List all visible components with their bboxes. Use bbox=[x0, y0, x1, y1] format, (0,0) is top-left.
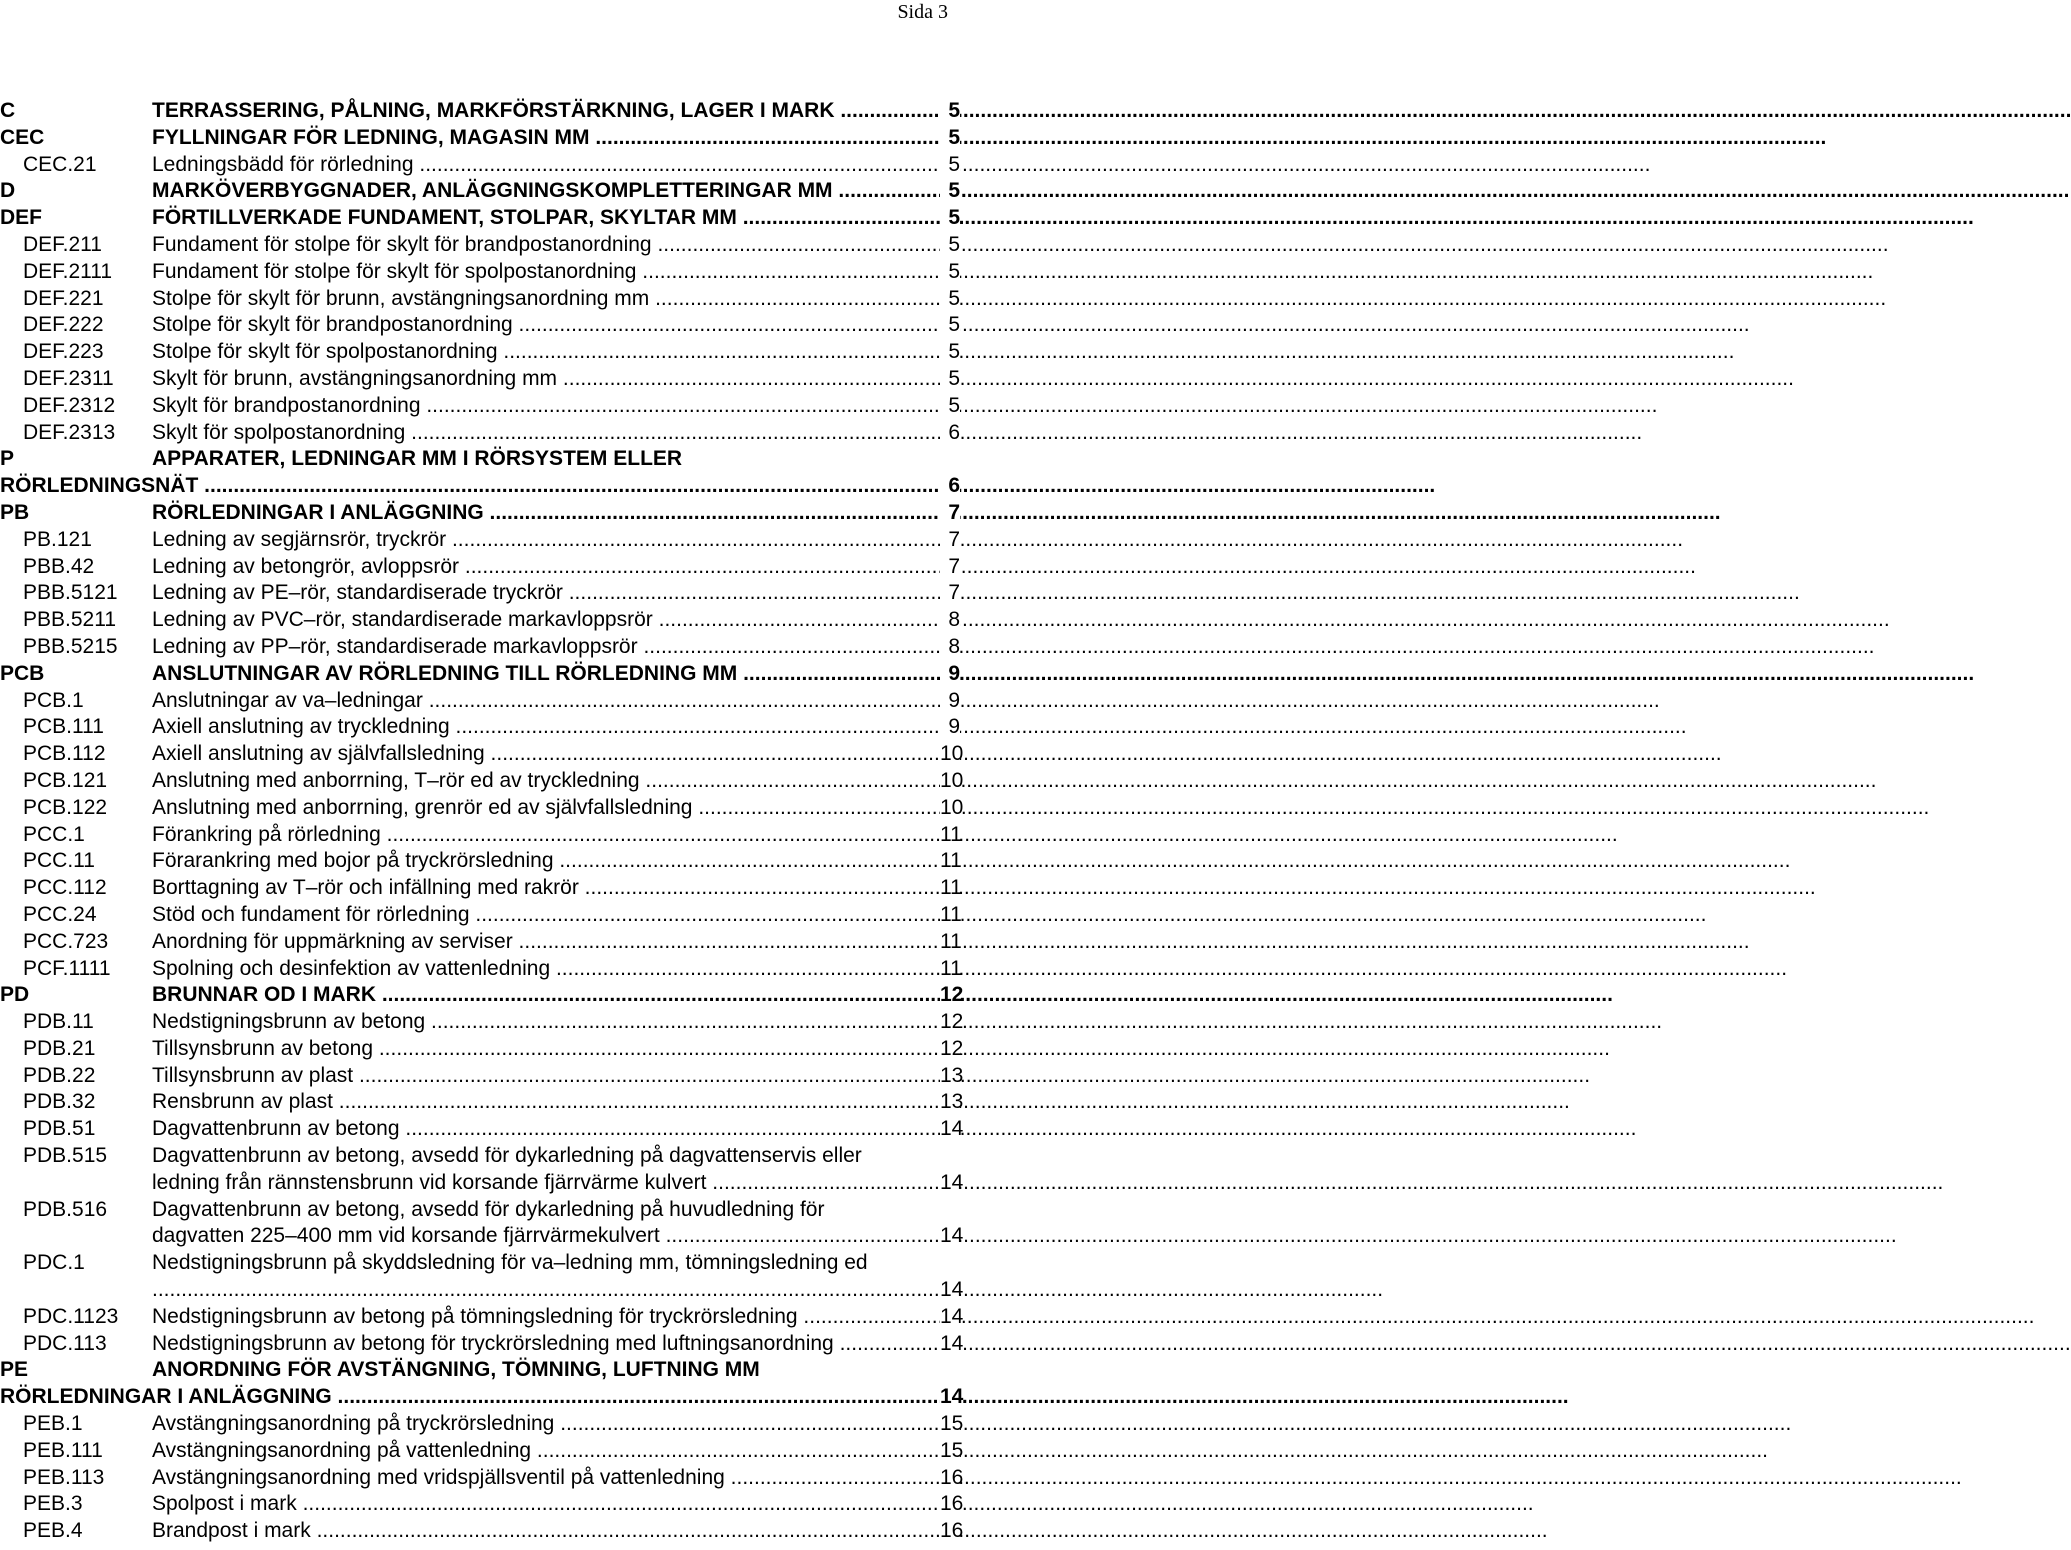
toc-entry-page-number: 5 bbox=[940, 152, 960, 179]
toc-entry-code: PBB.5215 bbox=[23, 634, 118, 658]
toc-entry-code: PB bbox=[0, 500, 30, 524]
toc-entry-code: PEB.3 bbox=[23, 1492, 83, 1516]
toc-entry-title-continued: RÖRLEDNINGSNÄT ..... bbox=[0, 473, 940, 500]
toc-entry-title: Fundament för stolpe för skylt för spolpostanordning ..... bbox=[152, 259, 940, 286]
toc-entry-title: Borttagning av T–rör och infällning med rakrör ..... bbox=[152, 875, 940, 902]
toc-entry-code: DEF.2311 bbox=[23, 366, 114, 390]
toc-entry-title: Ledning av PE–rör, standardiserade tryckrör ..... bbox=[152, 580, 940, 607]
toc-entry-title: Anslutningar av va–ledningar ..... bbox=[152, 688, 940, 715]
toc-entry-page-number: 5 bbox=[940, 98, 960, 125]
toc-entry[interactable] bbox=[0, 1197, 964, 1251]
toc-entry-code: PEB.4 bbox=[23, 1519, 83, 1543]
toc-entry[interactable] bbox=[0, 178, 960, 205]
toc-entry[interactable] bbox=[0, 634, 960, 661]
toc-entry-code: PCF.1111 bbox=[23, 956, 111, 980]
toc-entry[interactable] bbox=[0, 339, 960, 366]
toc-entry-title: Ledningsbädd för rörledning ..... bbox=[152, 152, 940, 179]
toc-entry-code: PDB.22 bbox=[23, 1063, 96, 1087]
toc-entry-code: PDC.1 bbox=[23, 1251, 85, 1275]
toc-entry-page-number: 7 bbox=[940, 500, 960, 527]
toc-entry-page-number: 11 bbox=[940, 929, 960, 956]
toc-entry-code: PDC.1123 bbox=[23, 1304, 119, 1328]
toc-entry-title: Ledning av segjärnsrör, tryckrör ..... bbox=[152, 527, 940, 554]
toc-entry-page-number: 10 bbox=[940, 768, 960, 795]
toc-entry[interactable] bbox=[0, 500, 960, 527]
toc-entry-title: ANSLUTNINGAR AV RÖRLEDNING TILL RÖRLEDNING MM ..... bbox=[152, 661, 940, 688]
toc-entry-page-number: 5 bbox=[940, 339, 960, 366]
toc-entry-code: DEF.223 bbox=[23, 340, 104, 364]
toc-entry-page-number: 7 bbox=[940, 527, 960, 554]
toc-entry-code: DEF bbox=[0, 206, 42, 230]
toc-entry-page-number: 12 bbox=[940, 982, 960, 1009]
toc-entry-title: Nedstigningsbrunn av betong ..... bbox=[152, 1009, 940, 1036]
toc-entry-title: Axiell anslutning av tryckledning ..... bbox=[152, 714, 940, 741]
toc-entry-code: CEC bbox=[0, 125, 45, 149]
toc-entry-code: PD bbox=[0, 983, 30, 1007]
toc-entry-page-number: 14 bbox=[940, 1277, 960, 1304]
toc-entry-title-continued: dagvatten 225–400 mm vid korsande fjärrvärmekulvert ..... bbox=[152, 1223, 940, 1250]
toc-entry-page-number: 5 bbox=[940, 312, 960, 339]
toc-entry-page-number: 14 bbox=[940, 1223, 960, 1250]
toc-entry-page-number: 11 bbox=[940, 902, 960, 929]
toc-entry-title-continued: RÖRLEDNINGAR I ANLÄGGNING ..... bbox=[0, 1384, 940, 1411]
toc-entry[interactable] bbox=[0, 982, 964, 1009]
toc-entry-page-number: 14 bbox=[940, 1331, 960, 1358]
toc-entry-page-number: 5 bbox=[940, 125, 960, 152]
toc-entry-title: Dagvattenbrunn av betong, avsedd för dykarledning på huvudledning för bbox=[152, 1197, 825, 1221]
toc-entry-title: Förankring på rörledning ..... bbox=[152, 822, 940, 849]
toc-entry[interactable] bbox=[0, 1357, 964, 1411]
toc-entry-page-number: 7 bbox=[940, 580, 960, 607]
toc-entry-code: PEB.111 bbox=[23, 1438, 103, 1462]
toc-entry-page-number: 5 bbox=[940, 178, 960, 205]
toc-entry-title: Nedstigningsbrunn på skyddsledning för va–ledning mm, tömningsledning ed bbox=[152, 1251, 868, 1275]
toc-entry-page-number: 15 bbox=[940, 1411, 960, 1438]
toc-entry-code: PCC.11 bbox=[23, 849, 95, 873]
toc-entry-code: PCB.121 bbox=[23, 768, 108, 792]
toc-entry-page-number: 14 bbox=[940, 1304, 960, 1331]
toc-entry-page-number: 9 bbox=[940, 688, 960, 715]
toc-entry[interactable] bbox=[0, 1036, 964, 1063]
toc-entry[interactable] bbox=[0, 768, 964, 795]
toc-entry[interactable] bbox=[0, 286, 960, 313]
toc-entry-page-number: 11 bbox=[940, 956, 960, 983]
toc-entry-title: ANORDNING FÖR AVSTÄNGNING, TÖMNING, LUFTNING MM bbox=[152, 1358, 760, 1382]
toc-entry[interactable] bbox=[0, 822, 960, 849]
toc-entry-code: PDB.11 bbox=[23, 1010, 94, 1034]
toc-entry[interactable] bbox=[0, 1331, 964, 1358]
toc-entry-page-number: 14 bbox=[940, 1170, 960, 1197]
toc-entry-page-number: 14 bbox=[940, 1384, 960, 1411]
toc-entry[interactable] bbox=[0, 848, 960, 875]
toc-entry-title: BRUNNAR OD I MARK ..... bbox=[152, 982, 940, 1009]
toc-entry-code: PEB.1 bbox=[23, 1412, 83, 1436]
toc-entry-code: PBB.5121 bbox=[23, 581, 118, 605]
toc-entry-title: Dagvattenbrunn av betong ..... bbox=[152, 1116, 940, 1143]
toc-entry[interactable] bbox=[0, 152, 960, 179]
toc-entry-page-number: 16 bbox=[940, 1465, 960, 1492]
toc-entry[interactable] bbox=[0, 259, 960, 286]
toc-entry[interactable] bbox=[0, 580, 960, 607]
toc-entry-code: PDB.32 bbox=[23, 1090, 96, 1114]
toc-entry[interactable] bbox=[0, 714, 960, 741]
toc-entry-title: Skylt för brandpostanordning ..... bbox=[152, 393, 940, 420]
toc-entry[interactable] bbox=[0, 232, 960, 259]
toc-entry-code: PCC.723 bbox=[23, 929, 109, 953]
toc-entry-page-number: 12 bbox=[940, 1036, 960, 1063]
toc-entry-page-number: 5 bbox=[940, 232, 960, 259]
toc-entry-title: Anordning för uppmärkning av serviser ..... bbox=[152, 929, 940, 956]
toc-entry-code: DEF.2111 bbox=[23, 259, 113, 283]
toc-entry[interactable] bbox=[0, 607, 960, 634]
toc-entry[interactable] bbox=[0, 1491, 964, 1518]
toc-entry-page-number: 5 bbox=[940, 259, 960, 286]
toc-entry-code: CEC.21 bbox=[23, 152, 97, 176]
toc-entry-title: Dagvattenbrunn av betong, avsedd för dykarledning på dagvattenservis eller bbox=[152, 1144, 862, 1168]
toc-entry-title: Tillsynsbrunn av plast ..... bbox=[152, 1063, 940, 1090]
toc-entry-title: Fundament för stolpe för skylt för brandpostanordning ..... bbox=[152, 232, 940, 259]
toc-entry-page-number: 5 bbox=[940, 393, 960, 420]
toc-entry[interactable] bbox=[0, 661, 960, 688]
page-number-header: Sida 3 bbox=[897, 1, 948, 23]
toc-entry-title: MARKÖVERBYGGNADER, ANLÄGGNINGSKOMPLETTERINGAR MM ..... bbox=[152, 178, 940, 205]
toc-entry-page-number: 8 bbox=[940, 607, 960, 634]
toc-entry-code: DEF.222 bbox=[23, 313, 104, 337]
toc-entry-code: PE bbox=[0, 1358, 29, 1382]
toc-entry[interactable] bbox=[0, 205, 960, 232]
toc-entry[interactable] bbox=[0, 446, 960, 500]
toc-entry-title: RÖRLEDNINGAR I ANLÄGGNING ..... bbox=[152, 500, 940, 527]
toc-entry-code: PDB.516 bbox=[23, 1197, 108, 1221]
toc-entry-page-number: 5 bbox=[940, 286, 960, 313]
toc-entry[interactable] bbox=[0, 393, 960, 420]
toc-entry[interactable] bbox=[0, 312, 960, 339]
toc-entry-title: Förarankring med bojor på tryckrörsledning ..... bbox=[152, 848, 940, 875]
toc-entry-title: APPARATER, LEDNINGAR MM I RÖRSYSTEM ELLER bbox=[152, 447, 683, 471]
toc-entry-page-number: 13 bbox=[940, 1089, 960, 1116]
toc-entry-page-number: 12 bbox=[940, 1009, 960, 1036]
toc-entry[interactable] bbox=[0, 741, 964, 768]
toc-entry-title: Ledning av PVC–rör, standardiserade markavloppsrör ..... bbox=[152, 607, 940, 634]
toc-entry-code: P bbox=[0, 447, 15, 471]
toc-entry-page-number: 9 bbox=[940, 714, 960, 741]
toc-entry[interactable] bbox=[0, 527, 960, 554]
toc-entry-page-number: 10 bbox=[940, 795, 960, 822]
toc-entry-page-number: 13 bbox=[940, 1063, 960, 1090]
toc-entry-title: Skylt för spolpostanordning ..... bbox=[152, 420, 940, 447]
toc-entry-code: PCC.1 bbox=[23, 822, 85, 846]
toc-entry-page-number: 9 bbox=[940, 661, 960, 688]
toc-entry-code: PBB.42 bbox=[23, 554, 95, 578]
toc-entry[interactable] bbox=[0, 956, 960, 983]
toc-entry-title: FYLLNINGAR FÖR LEDNING, MAGASIN MM ..... bbox=[152, 125, 940, 152]
toc-entry-title: Axiell anslutning av självfallsledning ..... bbox=[152, 741, 940, 768]
toc-entry-title: Nedstigningsbrunn av betong för tryckrörsledning med luftningsanordning ..... bbox=[152, 1331, 940, 1358]
toc-entry[interactable] bbox=[0, 554, 960, 581]
toc-entry-page-number: 6 bbox=[940, 473, 960, 500]
toc-entry-code: DEF.2313 bbox=[23, 420, 116, 444]
toc-entry-page-number: 11 bbox=[940, 875, 960, 902]
toc-entry-code: D bbox=[0, 179, 16, 203]
toc-entry-title: Avstängningsanordning på vattenledning ..... bbox=[152, 1438, 940, 1465]
toc-entry-title: Spolning och desinfektion av vattenledning ..... bbox=[152, 956, 940, 983]
toc-entry-page-number: 8 bbox=[940, 634, 960, 661]
toc-entry-code: PCB.111 bbox=[23, 715, 104, 739]
toc-entry[interactable] bbox=[0, 1143, 964, 1197]
toc-entry-title: Avstängningsanordning på tryckrörsledning ..... bbox=[152, 1411, 940, 1438]
toc-entry-page-number: 7 bbox=[940, 554, 960, 581]
toc-entry-title: TERRASSERING, PÅLNING, MARKFÖRSTÄRKNING, LAGER I MARK ..... bbox=[152, 98, 940, 125]
toc-entry[interactable] bbox=[0, 1116, 964, 1143]
toc-entry-title: Avstängningsanordning med vridspjällsventil på vattenledning ..... bbox=[152, 1465, 940, 1492]
toc-entry-code: PCB.1 bbox=[23, 688, 84, 712]
toc-entry-page-number: 6 bbox=[940, 420, 960, 447]
toc-entry-page-number: 11 bbox=[940, 822, 960, 849]
toc-entry-code: PBB.5211 bbox=[23, 608, 117, 632]
toc-entry[interactable] bbox=[0, 1009, 964, 1036]
toc-entry[interactable] bbox=[0, 1438, 964, 1465]
toc-entry-page-number: 5 bbox=[940, 366, 960, 393]
toc-entry-page-number: 16 bbox=[940, 1518, 960, 1545]
toc-entry[interactable] bbox=[0, 1250, 964, 1304]
toc-entry[interactable] bbox=[0, 1411, 964, 1438]
toc-entry[interactable] bbox=[0, 1304, 964, 1331]
toc-entry-title-continued bbox=[152, 1277, 940, 1304]
toc-entry-page-number: 10 bbox=[940, 741, 960, 768]
toc-entry-page-number: 5 bbox=[940, 205, 960, 232]
toc-entry-code: PB.121 bbox=[23, 527, 92, 551]
toc-entry-page-number: 11 bbox=[940, 848, 960, 875]
toc-entry[interactable] bbox=[0, 125, 960, 152]
toc-entry-title: Anslutning med anborrning, grenrör ed av självfallsledning ..... bbox=[152, 795, 940, 822]
toc-entry-code: PDC.113 bbox=[23, 1331, 107, 1355]
toc-entry-title: FÖRTILLVERKADE FUNDAMENT, STOLPAR, SKYLTAR MM ..... bbox=[152, 205, 940, 232]
toc-entry-page-number: 15 bbox=[940, 1438, 960, 1465]
toc-entry-title: Ledning av PP–rör, standardiserade markavloppsrör ..... bbox=[152, 634, 940, 661]
toc-entry-title: Stöd och fundament för rörledning ..... bbox=[152, 902, 940, 929]
toc-entry-title: Stolpe för skylt för spolpostanordning ..... bbox=[152, 339, 940, 366]
toc-entry-title: Anslutning med anborrning, T–rör ed av tryckledning ..... bbox=[152, 768, 940, 795]
toc-entry-code: PEB.113 bbox=[23, 1465, 105, 1489]
toc-entry[interactable] bbox=[0, 688, 960, 715]
toc-entry-title: Rensbrunn av plast ..... bbox=[152, 1089, 940, 1116]
toc-entry[interactable] bbox=[0, 366, 960, 393]
toc-entry-title: Brandpost i mark ..... bbox=[152, 1518, 940, 1545]
toc-entry-title: Stolpe för skylt för brandpostanordning ..... bbox=[152, 312, 940, 339]
toc-entry-title-continued: ledning från rännstensbrunn vid korsande fjärrvärme kulvert ..... bbox=[152, 1170, 940, 1197]
toc-entry-title: Nedstigningsbrunn av betong på tömningsledning för tryckrörsledning ..... bbox=[152, 1304, 940, 1331]
toc-entry-code: DEF.2312 bbox=[23, 393, 116, 417]
toc-entry[interactable] bbox=[0, 902, 960, 929]
toc-entry[interactable] bbox=[0, 1063, 964, 1090]
toc-entry[interactable] bbox=[0, 420, 960, 447]
toc-entry-title: Tillsynsbrunn av betong ..... bbox=[152, 1036, 940, 1063]
toc-entry[interactable] bbox=[0, 1089, 964, 1116]
toc-entry-page-number: 16 bbox=[940, 1491, 960, 1518]
toc-entry[interactable] bbox=[0, 98, 960, 125]
toc-entry-code: DEF.221 bbox=[23, 286, 104, 310]
toc-entry[interactable] bbox=[0, 875, 960, 902]
toc-entry-code: PCB bbox=[0, 661, 45, 685]
toc-entry-title: Ledning av betongrör, avloppsrör ..... bbox=[152, 554, 940, 581]
toc-entry-code: PCC.112 bbox=[23, 876, 107, 900]
toc-entry-title: Spolpost i mark ..... bbox=[152, 1491, 940, 1518]
toc-entry-title: Stolpe för skylt för brunn, avstängningsanordning mm ..... bbox=[152, 286, 940, 313]
toc-entry[interactable] bbox=[0, 929, 960, 956]
toc-entry-code: PCB.122 bbox=[23, 795, 108, 819]
toc-entry[interactable] bbox=[0, 795, 964, 822]
toc-entry[interactable] bbox=[0, 1518, 964, 1545]
toc-entry-page-number: 14 bbox=[940, 1116, 960, 1143]
toc-entry-code: DEF.211 bbox=[23, 232, 102, 256]
toc-entry-code: PCB.112 bbox=[23, 742, 106, 766]
toc-entry-code: C bbox=[0, 99, 16, 122]
toc-entry-code: PDB.51 bbox=[23, 1117, 96, 1141]
toc-entry-title: Skylt för brunn, avstängningsanordning mm ..... bbox=[152, 366, 940, 393]
toc-entry-code: PDB.21 bbox=[23, 1036, 96, 1060]
toc-entry-code: PDB.515 bbox=[23, 1144, 108, 1168]
table-of-contents bbox=[0, 98, 964, 1545]
toc-entry[interactable] bbox=[0, 1465, 964, 1492]
toc-entry-code: PCC.24 bbox=[23, 902, 97, 926]
